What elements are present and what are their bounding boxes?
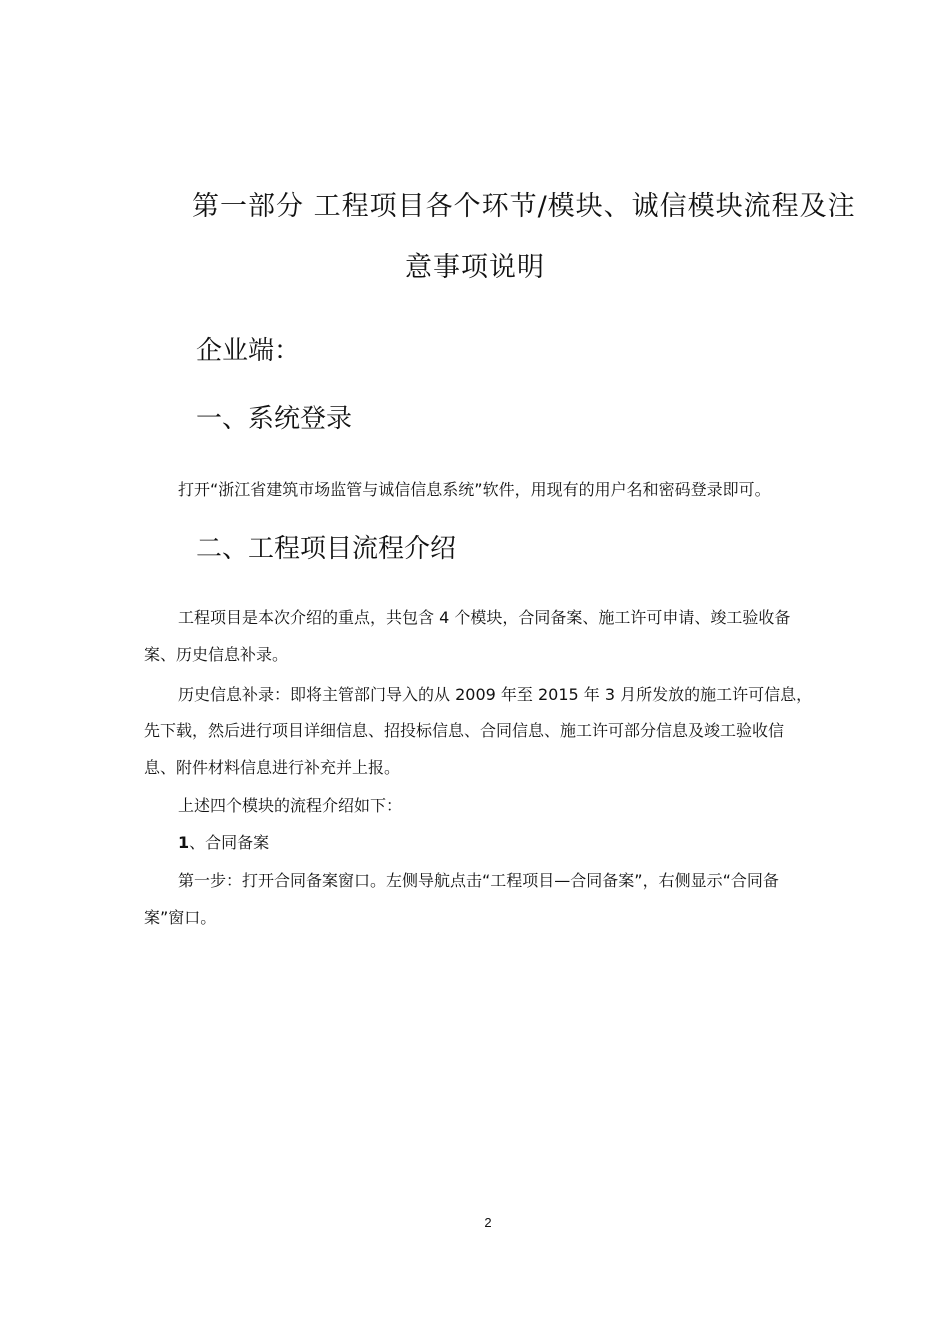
- paragraph-step1-line-2: 案”窗口。: [144, 908, 217, 927]
- section-heading-system-login: 一、系统登录: [196, 404, 353, 434]
- paragraph-intro-line-1: 工程项目是本次介绍的重点，共包含 4 个模块，合同备案、施工许可申请、竣工验收备: [178, 608, 791, 627]
- paragraph-history-line-1: 历史信息补录：即将主管部门导入的从 2009 年至 2015 年 3 月所发放的施工许可信息，: [178, 685, 813, 704]
- page-number: 2: [484, 1215, 492, 1230]
- list-item-label: 、合同备案: [189, 833, 270, 852]
- paragraph-history-line-3: 息、附件材料信息进行补充并上报。: [144, 758, 401, 777]
- paragraph-step1-line-1: 第一步：打开合同备案窗口。左侧导航点击“工程项目—合同备案”，右侧显示“合同备: [178, 871, 779, 890]
- list-item-number: 1: [178, 833, 190, 852]
- document-title-line-1: 第一部分 工程项目各个环节/模块、诚信模块流程及注: [192, 191, 856, 222]
- paragraph-login: 打开“浙江省建筑市场监管与诚信信息系统”软件，用现有的用户名和密码登录即可。: [178, 480, 771, 499]
- section-heading-project-flow: 二、工程项目流程介绍: [196, 534, 457, 564]
- paragraph-intro-line-2: 案、历史信息补录。: [144, 645, 289, 664]
- list-item-contract-filing: [178, 830, 269, 853]
- paragraph-modules-intro: 上述四个模块的流程介绍如下：: [178, 796, 403, 815]
- paragraph-history-line-2: 先下载，然后进行项目详细信息、招投标信息、合同信息、施工许可部分信息及竣工验收信: [144, 721, 785, 740]
- document-title-line-2: 意事项说明: [405, 252, 545, 283]
- section-heading-enterprise: 企业端：: [196, 336, 301, 366]
